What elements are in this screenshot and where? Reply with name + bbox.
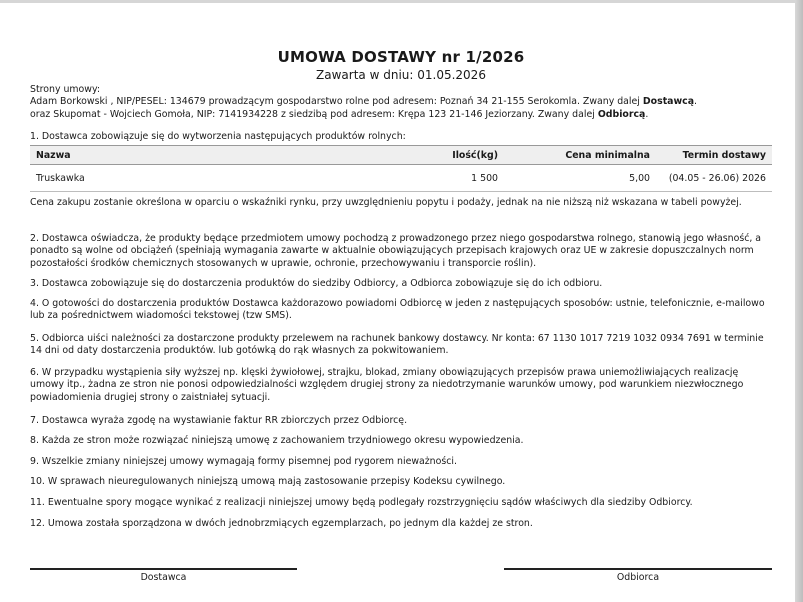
clause-10: 10. W sprawach nieuregulowanych niniejszą umową mają zastosowanie przepisy Kodeksu cywilnego.	[30, 476, 506, 487]
clause-3: 3. Dostawca zobowiązuje się do dostarczenia produktów do siedziby Odbiorcy, a Odbiorca zobowiązuje się do ich odbioru.	[30, 278, 603, 289]
document-date: Zawarta w dniu: 01.05.2026	[316, 68, 486, 82]
clause-6: 6. W przypadku wystąpienia siły wyższej np. klęski żywiołowej, strajku, blokad, zmiany obowiązujących przepisów prawa uniemożliwiających realizację umowy itp., żadna ze stron nie ponosi odpowiedzialności względem drugiej strony za niedotrzymanie warunków umowy, pod warunkiem niezwłocznego powiadomienia drugiej strony o zaistniałej sytuacji.	[30, 367, 744, 403]
clause-7: 7. Dostawca wyraża zgodę na wystawianie faktur RR zbiorczych przez Odbiorcę.	[30, 415, 408, 426]
clause-12: 12. Umowa została sporządzona w dwóch jednobrzmiących egzemplarzach, po jednym dla każdej ze stron.	[30, 518, 533, 529]
document-title: UMOWA DOSTAWY nr 1/2026	[277, 48, 525, 66]
clause-11: 11. Ewentualne spory mogące wynikać z realizacji niniejszej umowy będą podlegały rozstrzygnięciu sądów właściwych dla siedziby Odbiorcy.	[30, 497, 693, 508]
table-row	[30, 165, 772, 192]
party-supplier-end: .	[694, 96, 698, 108]
clause-5: 5. Odbiorca uiści należności za dostarczone produkty przelewem na rachunek bankowy dostawcy. Nr konta: 67 1130 1017 7219 1032 0934 7691 w terminie 14 dni od daty dostarczenia produktów. lub gotówką do rąk własnych za pokwitowaniem.	[30, 333, 764, 357]
party-supplier-role: Dostawcą	[642, 96, 695, 108]
clause-1: 1. Dostawca zobowiązuje się do wytworzenia następujących produktów rolnych:	[30, 131, 406, 142]
col-header-min-price: Cena minimalna	[504, 146, 656, 165]
col-header-quantity: Ilość(kg)	[342, 146, 504, 165]
parties-section	[30, 84, 772, 121]
signature-line-recipient	[504, 568, 772, 570]
clause-4: 4. O gotowości do dostarczenia produktów Dostawca każdorazowo powiadomi Odbiorcę w jeden z następujących sposobów: ustnie, telefonicznie, e-mailowo lub za pośrednictwem wiadomości tekstowej (tzw SMS).	[30, 298, 765, 322]
page-scroll-edge	[795, 0, 803, 602]
clause-8: 8. Każda ze stron może rozwiązać niniejszą umowę z zachowaniem trzydniowego okresu wypowiedzenia.	[30, 435, 524, 446]
products-table	[30, 145, 772, 192]
party-supplier-text: Adam Borkowski , NIP/PESEL: 134679 prowadzącym gospodarstwo rolne pod adresem: Poznań 34 21-155 Serokomla. Zwany dalej	[30, 96, 643, 108]
party-recipient-role: Odbiorcą	[597, 108, 646, 120]
signature-line-supplier	[30, 568, 297, 570]
col-header-name: Nazwa	[30, 146, 342, 165]
col-header-delivery-date: Termin dostawy	[656, 146, 772, 165]
party-supplier	[30, 96, 772, 108]
table-header-row	[30, 146, 772, 165]
cell-quantity: 1 500	[342, 165, 504, 192]
party-recipient-text: oraz Skupomat - Wojciech Gomoła, NIP: 7141934228 z siedzibą pod adresem: Krępa 123 21-146 Jeziorzany. Zwany dalej	[30, 108, 598, 120]
signature-label-supplier: Dostawca	[140, 572, 187, 583]
signature-label-recipient: Odbiorca	[616, 572, 660, 583]
cell-min-price: 5,00	[504, 165, 656, 192]
cell-product-name: Truskawka	[30, 165, 342, 192]
party-recipient-end: .	[645, 108, 649, 120]
parties-label: Strony umowy:	[30, 84, 100, 95]
cell-delivery-date: (04.05 - 26.06) 2026	[656, 165, 772, 192]
party-recipient	[30, 109, 772, 121]
price-note: Cena zakupu zostanie określona w oparciu o wskaźniki rynku, przy uwzględnieniu popytu i podaży, jednak na nie niższą niż wskazana w tabeli powyżej.	[30, 197, 742, 208]
page-top-edge	[0, 0, 803, 3]
clause-2: 2. Dostawca oświadcza, że produkty będące przedmiotem umowy pochodzą z prowadzonego przez niego gospodarstwa rolnego, stanowią jego własność, a ponadto są wolne od obciążeń (spełniają wymagania zawarte w aktualnie obowiązujących przepisach krajowych oraz UE w zakresie dopuszczalnych norm pozostałości środków chemicznych stosowanych w uprawie, ochronie, przechowywaniu i transporcie roślin).	[30, 233, 762, 269]
clause-9: 9. Wszelkie zmiany niniejszej umowy wymagają formy pisemnej pod rygorem nieważności.	[30, 456, 457, 467]
